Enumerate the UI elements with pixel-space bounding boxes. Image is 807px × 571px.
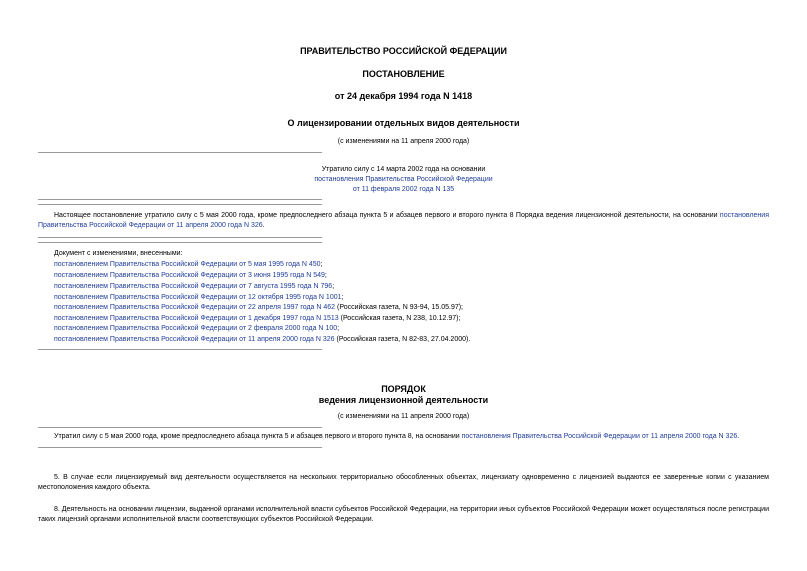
amendment-tail: ; xyxy=(341,294,344,301)
government-heading: ПРАВИТЕЛЬСТВО РОССИЙСКОЙ ФЕДЕРАЦИИ xyxy=(300,46,507,56)
order-title: ПОРЯДОК xyxy=(381,384,426,394)
list-item xyxy=(54,335,470,344)
amendment-status: (с изменениями на 11 апреля 2000 года) xyxy=(337,138,470,145)
list-item xyxy=(54,324,339,333)
document-title: О лицензировании отдельных видов деятельности xyxy=(287,118,520,128)
amendment-link[interactable]: постановлением Правительства Российской Федерации от 11 апреля 2000 года N 326 xyxy=(54,336,335,343)
amendment-tail: (Российская газета, N 93-94, 15.05.97); xyxy=(335,304,464,311)
order-note-link[interactable]: постановления Правительства Российской Федерации от 11 апреля 2000 года N 326 xyxy=(461,433,738,440)
list-item xyxy=(54,271,327,280)
divider xyxy=(38,237,322,238)
list-item xyxy=(54,303,463,312)
list-item xyxy=(54,293,343,302)
expired-note-link-date[interactable]: от 11 февраля 2002 года N 135 xyxy=(352,186,455,193)
amendments-heading: Документ с изменениями, внесенными: xyxy=(54,250,183,257)
divider xyxy=(38,349,322,350)
order-note-tail: . xyxy=(737,433,740,440)
divider xyxy=(38,427,322,428)
amendment-tail: (Российская газета, N 82-83, 27.04.2000). xyxy=(334,336,471,343)
validity-note xyxy=(38,211,769,231)
order-subtitle: ведения лицензионной деятельности xyxy=(318,395,489,405)
validity-note-tail: . xyxy=(262,222,265,229)
amendment-tail: ; xyxy=(324,272,327,279)
divider xyxy=(38,199,322,200)
amendment-link[interactable]: постановлением Правительства Российской Федерации от 12 октября 1995 года N 1001 xyxy=(54,294,342,301)
amendment-tail: ; xyxy=(337,325,340,332)
divider xyxy=(38,152,322,153)
amendment-link[interactable]: постановлением Правительства Российской Федерации от 7 августа 1995 года N 796 xyxy=(54,283,333,290)
validity-note-link[interactable]: постановления Правительства Российской Федерации от 11 апреля 2000 года N 326 xyxy=(38,212,769,229)
amendment-tail: (Российская газета, N 238, 10.12.97); xyxy=(338,315,461,322)
amendment-tail: ; xyxy=(332,283,335,290)
paragraph-8: 8. Деятельность на основании лицензии, выданной органами исполнительной власти субъектов Российской Федерации, на территории иных субъектов Российской Федерации может осуществляться после регистрации таких лицензий органами исполнительной власти соответствующих субъектов Российской Федерации. xyxy=(38,506,769,523)
order-validity-note xyxy=(54,433,739,440)
amendment-tail: ; xyxy=(320,261,323,268)
validity-note-text: Настоящее постановление утратило силу с 5 мая 2000 года, кроме предпоследнего абзаца пункта 5 и абзацев первого и второго пункта 8 Порядка ведения лицензионной деятельности, на основании xyxy=(54,212,718,219)
amendment-link[interactable]: постановлением Правительства Российской Федерации от 1 декабря 1997 года N 1513 xyxy=(54,315,339,322)
order-note-text: Утратил силу с 5 мая 2000 года, кроме предпоследнего абзаца пункта 5 и абзацев первого и второго пункта 8, на основании xyxy=(54,433,460,440)
amendment-link[interactable]: постановлением Правительства Российской Федерации от 5 мая 1995 года N 450 xyxy=(54,261,321,268)
divider xyxy=(38,204,322,205)
paragraph-5: 5. В случае если лицензируемый вид деятельности осуществляется на нескольких территориально обособленных объектах, лицензиату одновременно с лицензией выдаются ее заверенные копии с указанием местоположения каждого объекта. xyxy=(38,474,769,491)
list-item xyxy=(54,314,460,323)
amendment-link[interactable]: постановлением Правительства Российской Федерации от 22 апреля 1997 года N 462 xyxy=(54,304,336,311)
order-amendment-status: (с изменениями на 11 апреля 2000 года) xyxy=(337,413,470,420)
document-type: ПОСТАНОВЛЕНИЕ xyxy=(362,69,445,79)
amendment-link[interactable]: постановлением Правительства Российской Федерации от 2 февраля 2000 года N 100 xyxy=(54,325,338,332)
list-item xyxy=(54,260,323,269)
expired-note-text: Утратило силу с 14 марта 2002 года на основании xyxy=(321,166,486,173)
amendment-link[interactable]: постановлением Правительства Российской Федерации от 3 июня 1995 года N 549 xyxy=(54,272,325,279)
document-date-number: от 24 декабря 1994 года N 1418 xyxy=(334,91,473,101)
list-item xyxy=(54,282,334,291)
divider xyxy=(38,242,322,243)
expired-note-link[interactable]: постановления Правительства Российской Федерации xyxy=(314,176,493,183)
divider xyxy=(38,447,322,448)
expired-note xyxy=(0,165,807,195)
